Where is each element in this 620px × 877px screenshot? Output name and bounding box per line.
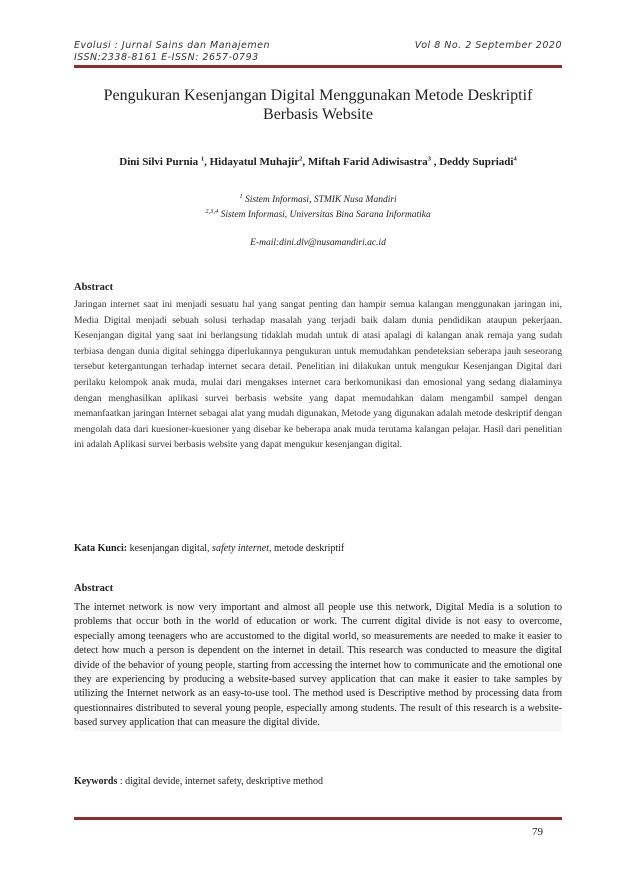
journal-name: Evolusi : Jurnal Sains dan Manajemen (74, 40, 270, 51)
abstract-text-id: Jaringan internet saat ini menjadi sesuatu hal yang sangat penting dan hampir semua kalangan menggunakan jaringan ini, Media Digital menjadi sebuah solusi terhadap masalah yang terjadi baik dalam dunia pendidikan ataupun pekerjaan. Kesenjangan digital yang saat ini berlangsung tidaklah mudah untuk di atasi apalagi di kalangan anak remaja yang sudah terbiasa dengan dunia digital sehingga diperlukannya pengukuran untuk memudahkan pendeteksian seberapa jauh seseorang tersebut ketergantungan terhadap internet secara detail. Penelitian ini dilakukan untuk mengukur Kesenjangan Digital dari perilaku kelompok anak muda, mulai dari mengakses internet cara berkomunikasi dan emosional yang sedang dialaminya dengan menghasilkan aplikasi survei berbasis website yang dapat memudahkan dalam mengambil sampel dengan memanfaatkan jaringan Internet sebagai alat yang mudah digunakan, Metode yang digunakan adalah metode deskriptif dengan mengolah data dari kuesioner-kuesioner yang disebar ke beberapa anak muda terutama kalangan pelajar. Hasil dari penelitian ini adalah Aplikasi survei berbasis website yang dapat mengukur kesenjangan digital. (74, 299, 562, 451)
abstract-heading-en: Abstract (74, 583, 114, 594)
keyword-term: , metode deskriptif (268, 543, 345, 554)
author-mark: 4 (513, 155, 517, 163)
running-header (74, 40, 562, 51)
abstract-heading-id: Abstract (74, 282, 114, 293)
affiliation-text: Sistem Informasi, STMIK Nusa Mandiri (244, 195, 397, 205)
paper-title (74, 86, 562, 124)
author-name: Dini Silvi Purnia (119, 156, 199, 168)
title-line-2: Berbasis Website (263, 106, 373, 123)
affiliation (74, 207, 562, 220)
author-mark: 2 (299, 155, 303, 163)
header-rule (74, 65, 562, 68)
author-name: Miftah Farid Adiwisastra (307, 156, 428, 168)
affiliation-mark: 2,3,4 (205, 207, 219, 215)
page-number: 79 (532, 826, 543, 838)
title-line-1: Pengukuran Kesenjangan Digital Menggunakan Metode Deskriptif (103, 87, 533, 104)
keywords-label-id: Kata Kunci: (74, 543, 128, 554)
keywords-label-en: Keywords (74, 776, 118, 787)
keyword-term-italic: safety internet (212, 543, 269, 554)
affiliation-mark: 1 (239, 192, 243, 200)
affiliation-text: Sistem Informasi, Universitas Bina Sarana Informatika (220, 210, 431, 220)
author-mark: 1 (200, 155, 205, 163)
footer-rule (74, 817, 562, 820)
keywords-text-en: : digital devide, internet safety, deskriptive method (117, 776, 324, 787)
abstract-text-en: The internet network is now very important and almost all people use this network, Digital Media is a solution to problems that occur both in the world of education or work. The current digital divide is not easy to overcome, especially among teenagers who are accustomed to the digital world, so measurements are needed to make it easier to detect how much a person is dependent on the internet in detail. This research was conducted to measure the digital divide of the behavior of young people, starting from accessing the internet how to communicate and the emotional one they are experiencing by producing a website-based survey application that can make it easier to take samples by utilizing the Internet network as an easy-to-use tool. The method used is Descriptive method by processing data from questionnaires distributed to several young people, especially among students. The result of this research is a website-based survey application that can measure the digital divide. (74, 601, 562, 731)
contact-email: E-mail:dini.dlv@nusamandiri.ac.id (250, 238, 386, 248)
affiliation (74, 192, 562, 205)
author-mark: 3 (427, 155, 431, 163)
keywords-id (74, 543, 344, 554)
keywords-en (74, 776, 323, 787)
author-name: Hidayatul Muhajir (209, 156, 300, 168)
author-name: Deddy Supriadi (439, 156, 514, 168)
issn-text: ISSN:2338-8161 E-ISSN: 2657-0793 (74, 52, 259, 63)
volume-info: Vol 8 No. 2 September 2020 (414, 40, 562, 51)
author-list: Dini Silvi Purnia $^1$, Hidayatul Muhajir$^2$, Miftah Farid Adiwisastra$^3$ , Deddy Supriadi$^4$ (119, 155, 517, 168)
keyword-term: kesenjangan digital, (129, 543, 210, 554)
issn-line (74, 52, 562, 63)
